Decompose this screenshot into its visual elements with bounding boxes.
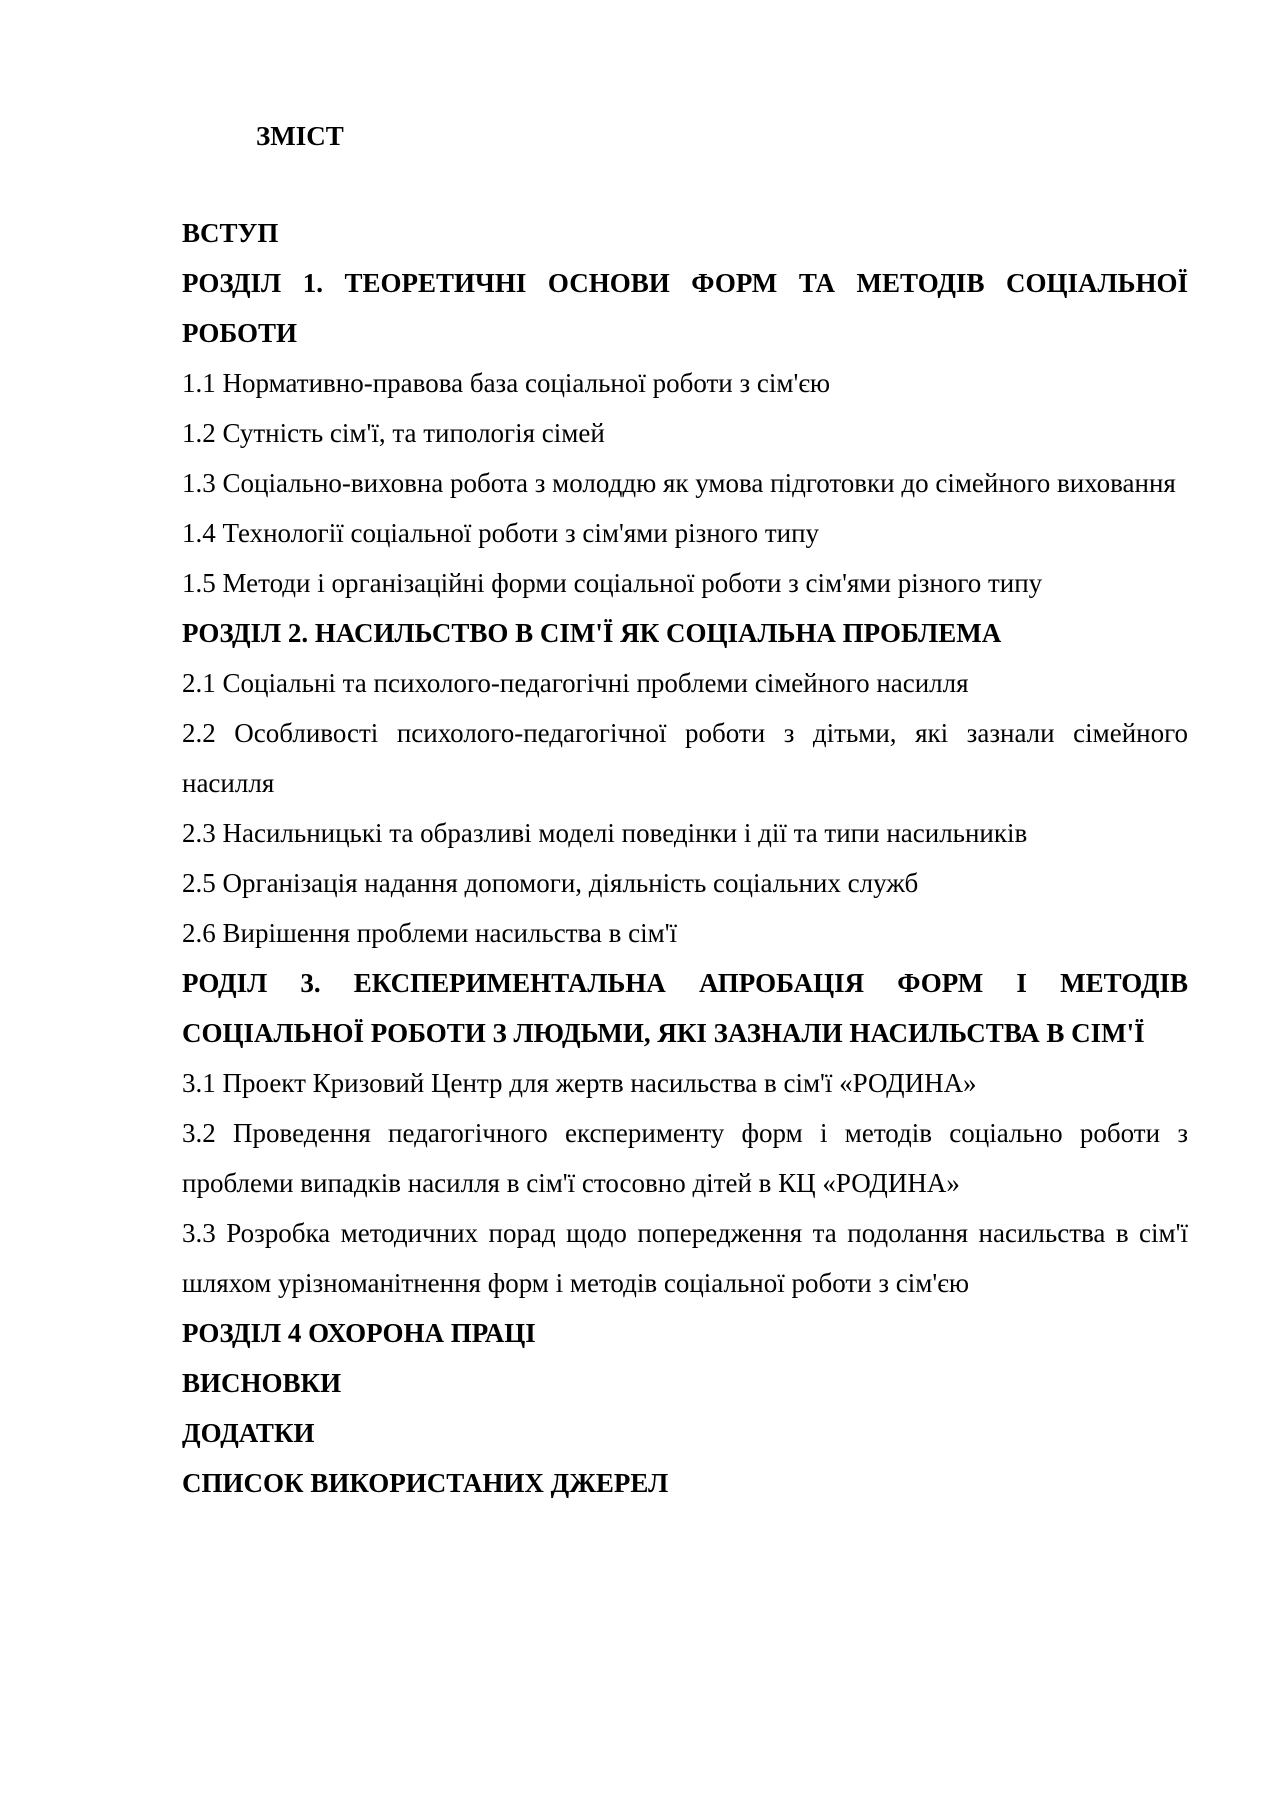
toc-entry-1-4: 1.4 Технології соціальної роботи з сім'ями різного типу <box>182 518 820 548</box>
toc-entry-1-2: 1.2 Сутність сім'ї, та типологія сімей <box>182 418 605 448</box>
toc-entry-1-3: 1.3 Соціально-виховна робота з молоддю як умова підготовки до сімейного виховання <box>182 468 1176 498</box>
toc-entry-chapter-2: РОЗДІЛ 2. НАСИЛЬСТВО В СІМ'Ї ЯК СОЦІАЛЬНА ПРОБЛЕМА <box>182 618 1002 648</box>
toc-entry-1-5: 1.5 Методи і організаційні форми соціальної роботи з сім'ями різного типу <box>182 568 1043 598</box>
toc-entry-chapter-4: РОЗДІЛ 4 ОХОРОНА ПРАЦІ <box>182 1318 536 1348</box>
toc-entry-2-5: 2.5 Організація надання допомоги, діяльність соціальних служб <box>182 868 919 898</box>
toc-entry-chapter-1: РОЗДІЛ 1. ТЕОРЕТИЧНІ ОСНОВИ ФОРМ ТА МЕТОДІВ СОЦІАЛЬНОЇ РОБОТИ <box>182 268 1188 348</box>
toc-entry-appendices: ДОДАТКИ <box>182 1418 315 1448</box>
toc-entry-2-2: 2.2 Особливості психолого-педагогічної роботи з дітьми, які зазнали сімейного насилля <box>182 718 1188 798</box>
toc-entry-2-3: 2.3 Насильницькі та образливі моделі поведінки і дії та типи насильників <box>182 818 1028 848</box>
page-title: ЗМІСТ <box>256 121 344 151</box>
toc-entry-introduction: ВСТУП <box>182 218 279 248</box>
toc-entry-3-2: 3.2 Проведення педагогічного експерименту форм і методів соціально роботи з проблеми випадків насилля в сім'ї стосовно дітей в КЦ «РОДИНА» <box>182 1118 1188 1198</box>
toc-entry-chapter-3: РОДІЛ 3. ЕКСПЕРИМЕНТАЛЬНА АПРОБАЦІЯ ФОРМ І МЕТОДІВ СОЦІАЛЬНОЇ РОБОТИ З ЛЮДЬМИ, ЯКІ ЗАЗНАЛИ НАСИЛЬСТВА В СІМ'Ї <box>182 968 1188 1048</box>
toc-entry-2-6: 2.6 Вирішення проблеми насильства в сім'ї <box>182 918 678 948</box>
toc-entry-3-3: 3.3 Розробка методичних порад щодо попередження та подолання насильства в сім'ї шляхом урізноманітнення форм і методів соціальної роботи з сім'єю <box>182 1218 1188 1298</box>
toc-entry-3-1: 3.1 Проект Кризовий Центр для жертв насильства в сім'ї «РОДИНА» <box>182 1068 977 1098</box>
table-of-contents <box>182 208 1188 1508</box>
toc-entry-1-1: 1.1 Нормативно-правова база соціальної роботи з сім'єю <box>182 368 831 398</box>
toc-entry-2-1: 2.1 Соціальні та психолого-педагогічні проблеми сімейного насилля <box>182 668 969 698</box>
toc-entry-references: СПИСОК ВИКОРИСТАНИХ ДЖЕРЕЛ <box>182 1468 669 1498</box>
toc-entry-conclusions: ВИСНОВКИ <box>182 1368 342 1398</box>
